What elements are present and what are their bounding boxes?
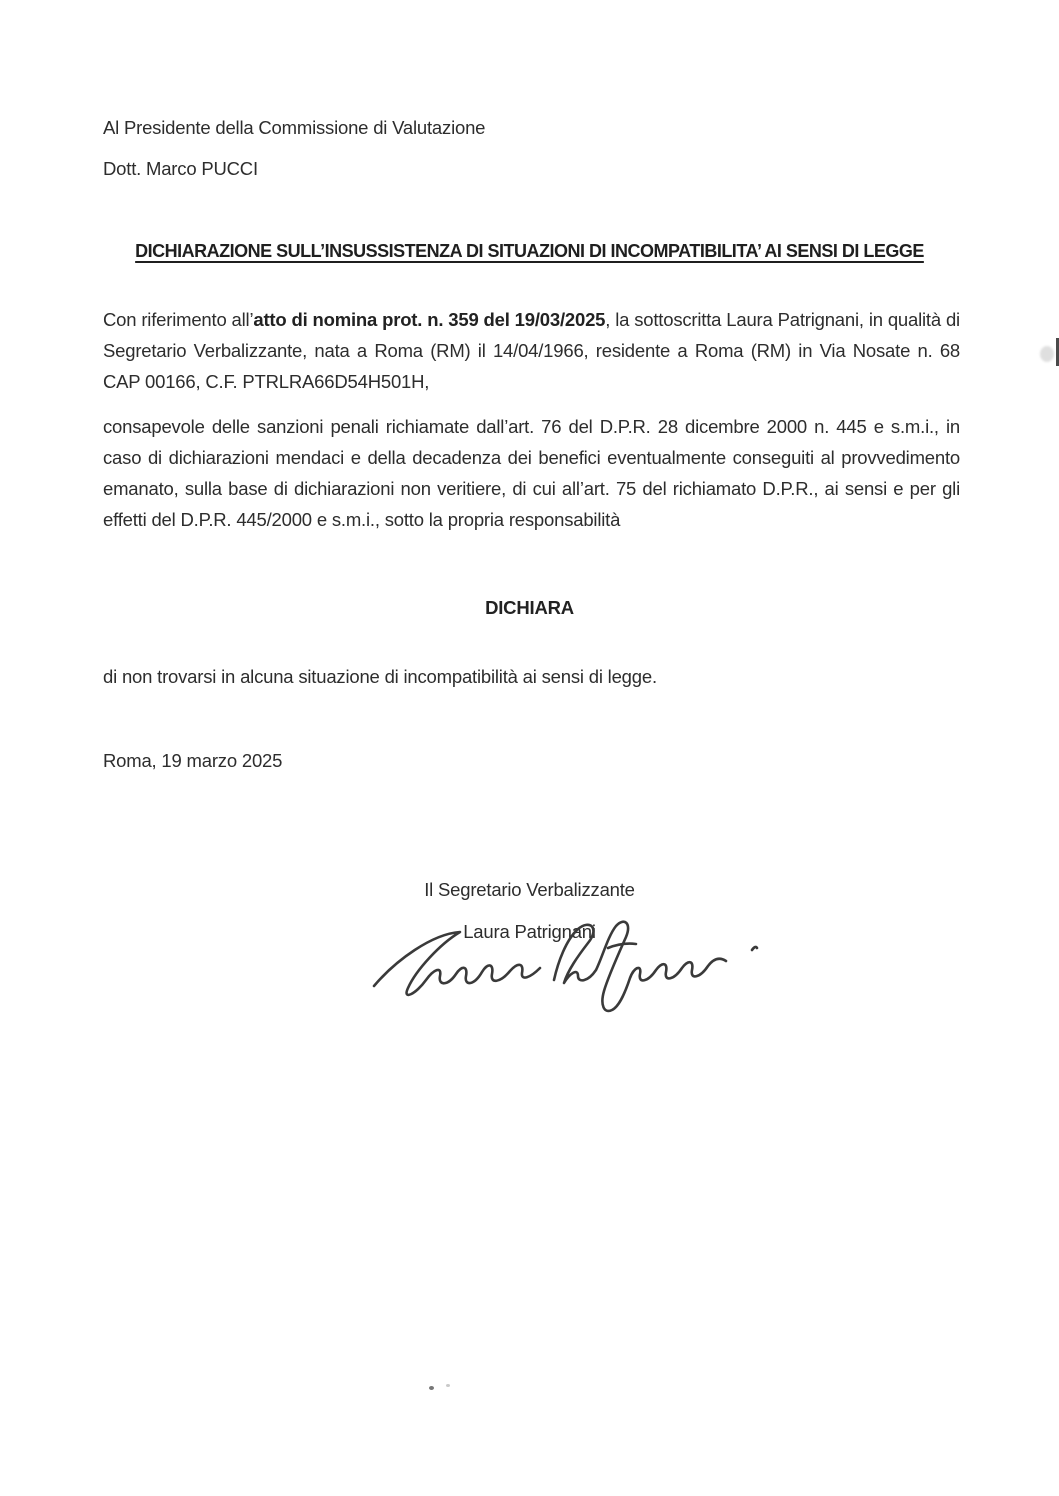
signer-name: Laura Patrignani [463,921,596,942]
appointment-protocol-bold: atto di nomina prot. n. 359 del 19/03/2025 [253,309,606,330]
paragraph-reference-prefix: Con riferimento all’ [103,309,254,330]
paragraph-reference [103,304,960,397]
date-line: Roma, 19 marzo 2025 [103,750,283,771]
recipient-line: Al Presidente della Commissione di Valutazione [103,117,486,138]
signer-role: Il Segretario Verbalizzante [424,879,635,900]
scan-artifact-speck-faint [446,1384,450,1387]
document-title [0,241,1059,262]
addressee-name: Dott. Marco PUCCI [103,158,258,179]
declaration-heading: DICHIARA [485,597,574,618]
document-title-text: DICHIARAZIONE SULL’INSUSSISTENZA DI SITUAZIONI DI INCOMPATIBILITA’ AI SENSI DI LEGGE [135,241,924,261]
scan-artifact-smudge [1040,346,1054,362]
scan-artifact-speck [429,1386,434,1390]
declaration-body: di non trovarsi in alcuna situazione di incompatibilità ai sensi di legge. [103,666,657,687]
handwritten-signature [368,920,772,1020]
paragraph-sanctions: consapevole delle sanzioni penali richiamate dall’art. 76 del D.P.R. 28 dicembre 2000 n. 445 e s.m.i., in caso di dichiarazioni mendaci e della decadenza dei benefici eventualmente conseguiti al provvedimento emanato, sulla base di dichiarazioni non veritiere, di cui all’art. 75 del richiamato D.P.R., ai sensi e per gli effetti del D.P.R. 445/2000 e s.m.i., sotto la propria responsabilità [103,416,960,530]
paragraph-reference-suffix: , la sottoscritta Laura Patrignani, in qualità di Segretario Verbalizzante, nata a Roma (RM) il 14/04/1966, residente a Roma (RM) in Via Nosate n. 68 CAP 00166, C.F. PTRLRA66D54H501H, [103,309,960,392]
